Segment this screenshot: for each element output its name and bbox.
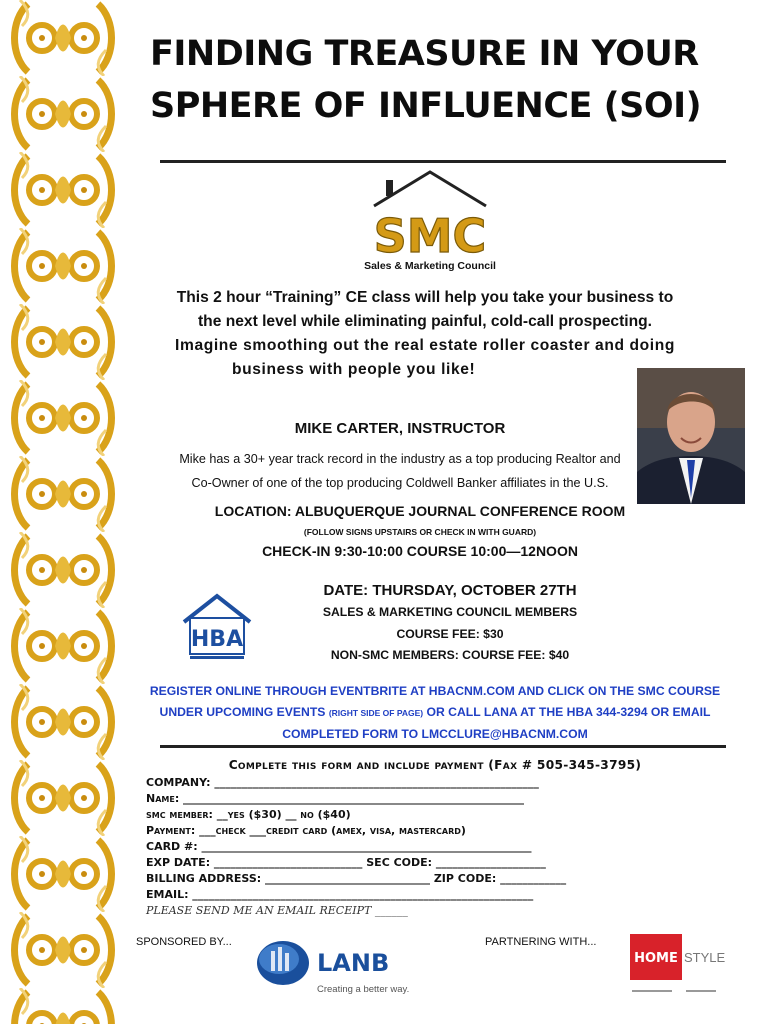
tagline-line-1: This 2 hour “Training” CE class will help you take your business to bbox=[176, 289, 674, 306]
fee-nonmembers: NON-SMC MEMBERS: COURSE FEE: $40 bbox=[330, 648, 570, 662]
instructor-bio bbox=[135, 447, 665, 495]
form-receipt[interactable]: PLEASE SEND ME AN EMAIL RECEIPT ______ bbox=[146, 904, 408, 917]
form-exp[interactable]: EXP DATE: ___________________________ SEC CODE: ____________________ bbox=[146, 856, 546, 869]
lanb-logo bbox=[255, 935, 410, 997]
event-date: DATE: THURSDAY, OCTOBER 27TH bbox=[323, 582, 577, 599]
lanb-tagline: Creating a better way. bbox=[317, 984, 410, 995]
register-line-2-small: (RIGHT SIDE OF PAGE) bbox=[328, 708, 424, 718]
form-email[interactable]: EMAIL: ______________________________________________________________ bbox=[146, 888, 534, 901]
tagline-line-4: business with people you like! bbox=[232, 361, 476, 378]
register-line-1: REGISTER ONLINE THROUGH EVENTBRITE AT HBACNM.COM AND CLICK ON THE SMC COURSE bbox=[149, 684, 721, 698]
register-line-2b: OR CALL LANA AT THE HBA 344-3294 OR EMAIL bbox=[423, 705, 711, 719]
title-line-2: SPHERE OF INFLUENCE (SOI) bbox=[150, 86, 702, 126]
checkin-time: CHECK-IN 9:30-10:00 COURSE 10:00—12NOON bbox=[262, 543, 578, 559]
partnering-with-label: PARTNERING WITH... bbox=[485, 936, 597, 948]
homestyle-style: STYLE bbox=[684, 950, 726, 965]
event-location: LOCATION: ALBUQUERQUE JOURNAL CONFERENCE ROOM bbox=[214, 503, 626, 519]
course-fees bbox=[230, 602, 670, 667]
bio-line-1: Mike has a 30+ year track record in the industry as a top producing Realtor and bbox=[179, 452, 621, 466]
homestyle-logo bbox=[630, 930, 726, 998]
tagline-line-3: Imagine smoothing out the real estate roller coaster and doing bbox=[175, 337, 675, 354]
title-line-1: FINDING TREASURE IN YOUR bbox=[150, 34, 699, 74]
registration-form bbox=[146, 775, 686, 919]
instructor-heading: MIKE CARTER, INSTRUCTOR bbox=[294, 420, 506, 437]
form-payment[interactable]: Payment: ___check ___credit card (amex, visa, mastercard) bbox=[146, 824, 466, 837]
page-title bbox=[150, 28, 750, 132]
form-divider bbox=[160, 745, 726, 748]
form-heading: Complete this form and include payment (Fax # 505-345-3795) bbox=[228, 758, 642, 772]
smc-logo bbox=[360, 166, 500, 274]
sponsored-by-label: SPONSORED BY... bbox=[136, 936, 232, 948]
fee-members: COURSE FEE: $30 bbox=[396, 626, 504, 641]
location-note: (FOLLOW SIGNS UPSTAIRS OR CHECK IN WITH GUARD) bbox=[303, 527, 537, 537]
bio-line-2: Co-Owner of one of the top producing Coldwell Banker affiliates in the U.S. bbox=[191, 476, 609, 490]
fee-members-label: SALES & MARKETING COUNCIL MEMBERS bbox=[322, 605, 578, 619]
smc-logo-letters: SMC bbox=[373, 209, 487, 263]
form-billing[interactable]: BILLING ADDRESS: ______________________________ ZIP CODE: ____________ bbox=[146, 872, 567, 885]
registration-info bbox=[135, 681, 735, 745]
form-card[interactable]: CARD #: ____________________________________________________________ bbox=[146, 840, 532, 853]
form-name[interactable]: Name: ______________________________________________________________ bbox=[146, 792, 525, 805]
form-company[interactable]: COMPANY: ___________________________________________________________ bbox=[146, 776, 539, 789]
hba-logo-letters: HBA bbox=[190, 627, 244, 652]
register-line-2 bbox=[135, 702, 735, 724]
tagline-line-2: the next level while eliminating painful, cold-call prospecting. bbox=[197, 313, 653, 330]
ornamental-border bbox=[0, 0, 125, 1024]
register-line-2a: UNDER UPCOMING EVENTS bbox=[159, 705, 329, 719]
homestyle-home: HOME bbox=[634, 951, 678, 966]
tagline bbox=[135, 286, 715, 382]
smc-logo-subtitle: Sales & Marketing Council bbox=[364, 260, 496, 272]
form-member[interactable]: smc member: __yes ($30) __ no ($40) bbox=[146, 808, 351, 821]
register-email-link[interactable]: COMPLETED FORM TO LMCCLURE@HBACNM.COM bbox=[282, 727, 588, 741]
lanb-name: LANB bbox=[317, 949, 390, 977]
title-divider bbox=[160, 160, 726, 163]
